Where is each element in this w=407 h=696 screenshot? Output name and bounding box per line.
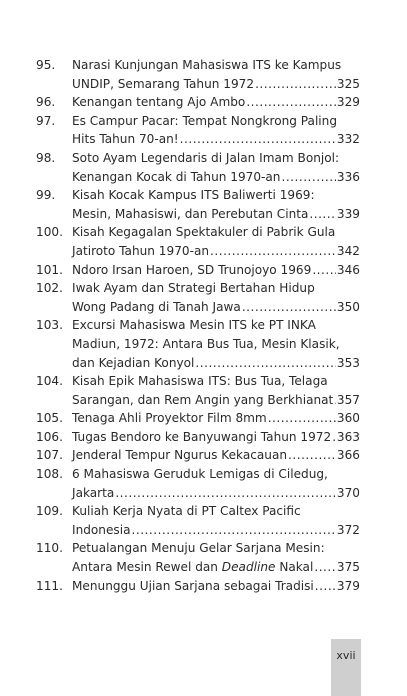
entry-number: 100. [36, 225, 63, 240]
toc-entry[interactable] [36, 577, 360, 596]
toc-entry[interactable] [36, 372, 360, 409]
entry-title-line: Sarangan, dan Rem Angin yang Berkhianat [72, 392, 334, 407]
dot-leader [246, 93, 336, 112]
entry-title-line: Hits Tahun 70-an! [72, 132, 179, 147]
entry-page-number: 370 [336, 485, 360, 500]
dot-leader [210, 242, 336, 261]
entry-title-line: Es Campur Pacar: Tempat Nongkrong Paling [72, 113, 338, 128]
entry-number: 104. [36, 374, 63, 389]
entry-title [72, 502, 360, 539]
entry-title [72, 223, 360, 260]
entry-title [72, 372, 360, 409]
entry-number: 105. [36, 411, 63, 426]
dot-leader [268, 409, 336, 428]
entry-number: 110. [36, 541, 63, 556]
entry-title [72, 93, 360, 112]
toc-entry[interactable] [36, 502, 360, 539]
table-of-contents [36, 56, 360, 595]
entry-title [72, 428, 360, 447]
entry-number: 99. [36, 188, 56, 203]
entry-title-line: Petualangan Menuju Gelar Sarjana Mesin: [72, 541, 325, 556]
dot-leader [309, 205, 336, 224]
entry-page-number: 379 [336, 578, 360, 593]
entry-title-line: Kisah Kocak Kampus ITS Baliwerti 1969: [72, 188, 315, 203]
dot-leader [115, 484, 336, 503]
toc-entry[interactable] [36, 149, 360, 186]
entry-title [72, 446, 360, 465]
dot-leader [195, 354, 336, 373]
dot-leader [281, 168, 335, 187]
entry-title-line: Kisah Kegagalan Spektakuler di Pabrik Gula [72, 225, 336, 240]
entry-page-number: 350 [336, 299, 360, 314]
entry-page-number: 353 [336, 355, 360, 370]
entry-page-number: 329 [336, 95, 360, 110]
entry-number: 108. [36, 467, 63, 482]
dot-leader [255, 75, 336, 94]
entry-number: 97. [36, 113, 56, 128]
entry-page-number: 332 [336, 132, 360, 147]
entry-title-line: Tenaga Ahli Proyektor Film 8mm [72, 411, 267, 426]
entry-page-number: 325 [336, 76, 360, 91]
entry-title [72, 56, 360, 93]
entry-page-number: 363 [336, 429, 360, 444]
toc-entry[interactable] [36, 539, 360, 576]
entry-title-line: Indonesia [72, 522, 131, 537]
entry-page-number: 375 [336, 560, 360, 575]
entry-title [72, 112, 360, 149]
entry-title-line: Kisah Epik Mahasiswa ITS: Bus Tua, Telaga [72, 374, 328, 389]
entry-title [72, 261, 360, 280]
entry-number: 101. [36, 262, 63, 277]
entry-title-line: Jakarta [72, 485, 115, 500]
entry-number: 111. [36, 578, 63, 593]
entry-number: 95. [36, 58, 56, 72]
entry-title-line: dan Kejadian Konyol [72, 355, 195, 370]
entry-title-line: Kuliah Kerja Nyata di PT Caltex Pacific [72, 504, 301, 519]
toc-entry[interactable] [36, 93, 360, 112]
entry-title-line: Menunggu Ujian Sarjana sebagai Tradisi [72, 578, 314, 593]
entry-title [72, 577, 360, 596]
entry-number: 106. [36, 429, 63, 444]
dot-leader [332, 428, 336, 447]
entry-title-line: 6 Mahasiswa Geruduk Lemigas di Ciledug, [72, 467, 328, 482]
toc-entry[interactable] [36, 446, 360, 465]
toc-entry[interactable] [36, 316, 360, 372]
toc-entry[interactable] [36, 223, 360, 260]
entry-page-number: 357 [336, 392, 360, 407]
toc-entry[interactable] [36, 186, 360, 223]
entry-number: 98. [36, 150, 56, 165]
entry-title [72, 316, 360, 372]
dot-leader [314, 558, 336, 577]
entry-title [72, 539, 360, 576]
dot-leader [132, 521, 336, 540]
entry-title [72, 279, 360, 316]
entry-number: 102. [36, 281, 63, 296]
entry-title-line: Narasi Kunjungan Mahasiswa ITS ke Kampus [72, 58, 342, 72]
toc-entry[interactable] [36, 428, 360, 447]
toc-entry[interactable] [36, 409, 360, 428]
entry-page-number: 346 [336, 262, 360, 277]
entry-title-line: Soto Ayam Legendaris di Jalan Imam Bonjol: [72, 150, 340, 165]
dot-leader [288, 446, 336, 465]
entry-title-line: Wong Padang di Tanah Jawa [72, 299, 241, 314]
page-number-tab [331, 639, 361, 696]
entry-title-line: Excursi Mahasiswa Mesin ITS ke PT INKA [72, 318, 316, 333]
entry-page-number: 372 [336, 522, 360, 537]
entry-title-line: Madiun, 1972: Antara Bus Tua, Mesin Klasik, [72, 336, 340, 351]
entry-title [72, 465, 360, 502]
entry-number: 96. [36, 95, 56, 110]
entry-number: 107. [36, 448, 63, 463]
entry-title-line: Mesin, Mahasiswi, dan Perebutan Cinta [72, 206, 309, 221]
entry-page-number: 342 [336, 243, 360, 258]
dot-leader [315, 577, 336, 596]
entry-title [72, 409, 360, 428]
entry-number: 103. [36, 318, 63, 333]
entry-title-line: Jenderal Tempur Ngurus Kekacauan [72, 448, 288, 463]
entry-title-line: Ndoro Irsan Haroen, SD Trunojoyo 1969 [72, 262, 312, 277]
entry-title-line: Antara Mesin Rewel dan Deadline Nakal [72, 560, 314, 575]
dot-leader [312, 261, 336, 280]
entry-page-number: 339 [336, 206, 360, 221]
entry-title-line: Jatiroto Tahun 1970-an [72, 243, 210, 258]
page-number: xvii [336, 649, 356, 662]
entry-number: 109. [36, 504, 63, 519]
entry-title-line: UNDIP, Semarang Tahun 1972 [72, 76, 255, 91]
toc-entry[interactable] [36, 56, 360, 93]
entry-title [72, 186, 360, 223]
toc-entry[interactable] [36, 279, 360, 316]
entry-title-line: Iwak Ayam dan Strategi Bertahan Hidup [72, 281, 315, 296]
entry-title-line: Kenangan tentang Ajo Ambo [72, 95, 246, 110]
toc-entry[interactable] [36, 465, 360, 502]
toc-entry[interactable] [36, 261, 360, 280]
entry-title [72, 149, 360, 186]
toc-entry[interactable] [36, 112, 360, 149]
dot-leader [242, 298, 336, 317]
entry-title-line: Tugas Bendoro ke Banyuwangi Tahun 1972 [72, 429, 332, 444]
entry-page-number: 366 [336, 448, 360, 463]
entry-page-number: 336 [336, 169, 360, 184]
dot-leader [180, 130, 336, 149]
entry-title-line: Kenangan Kocak di Tahun 1970-an [72, 169, 281, 184]
dot-leader [334, 391, 336, 410]
entry-page-number: 360 [336, 411, 360, 426]
